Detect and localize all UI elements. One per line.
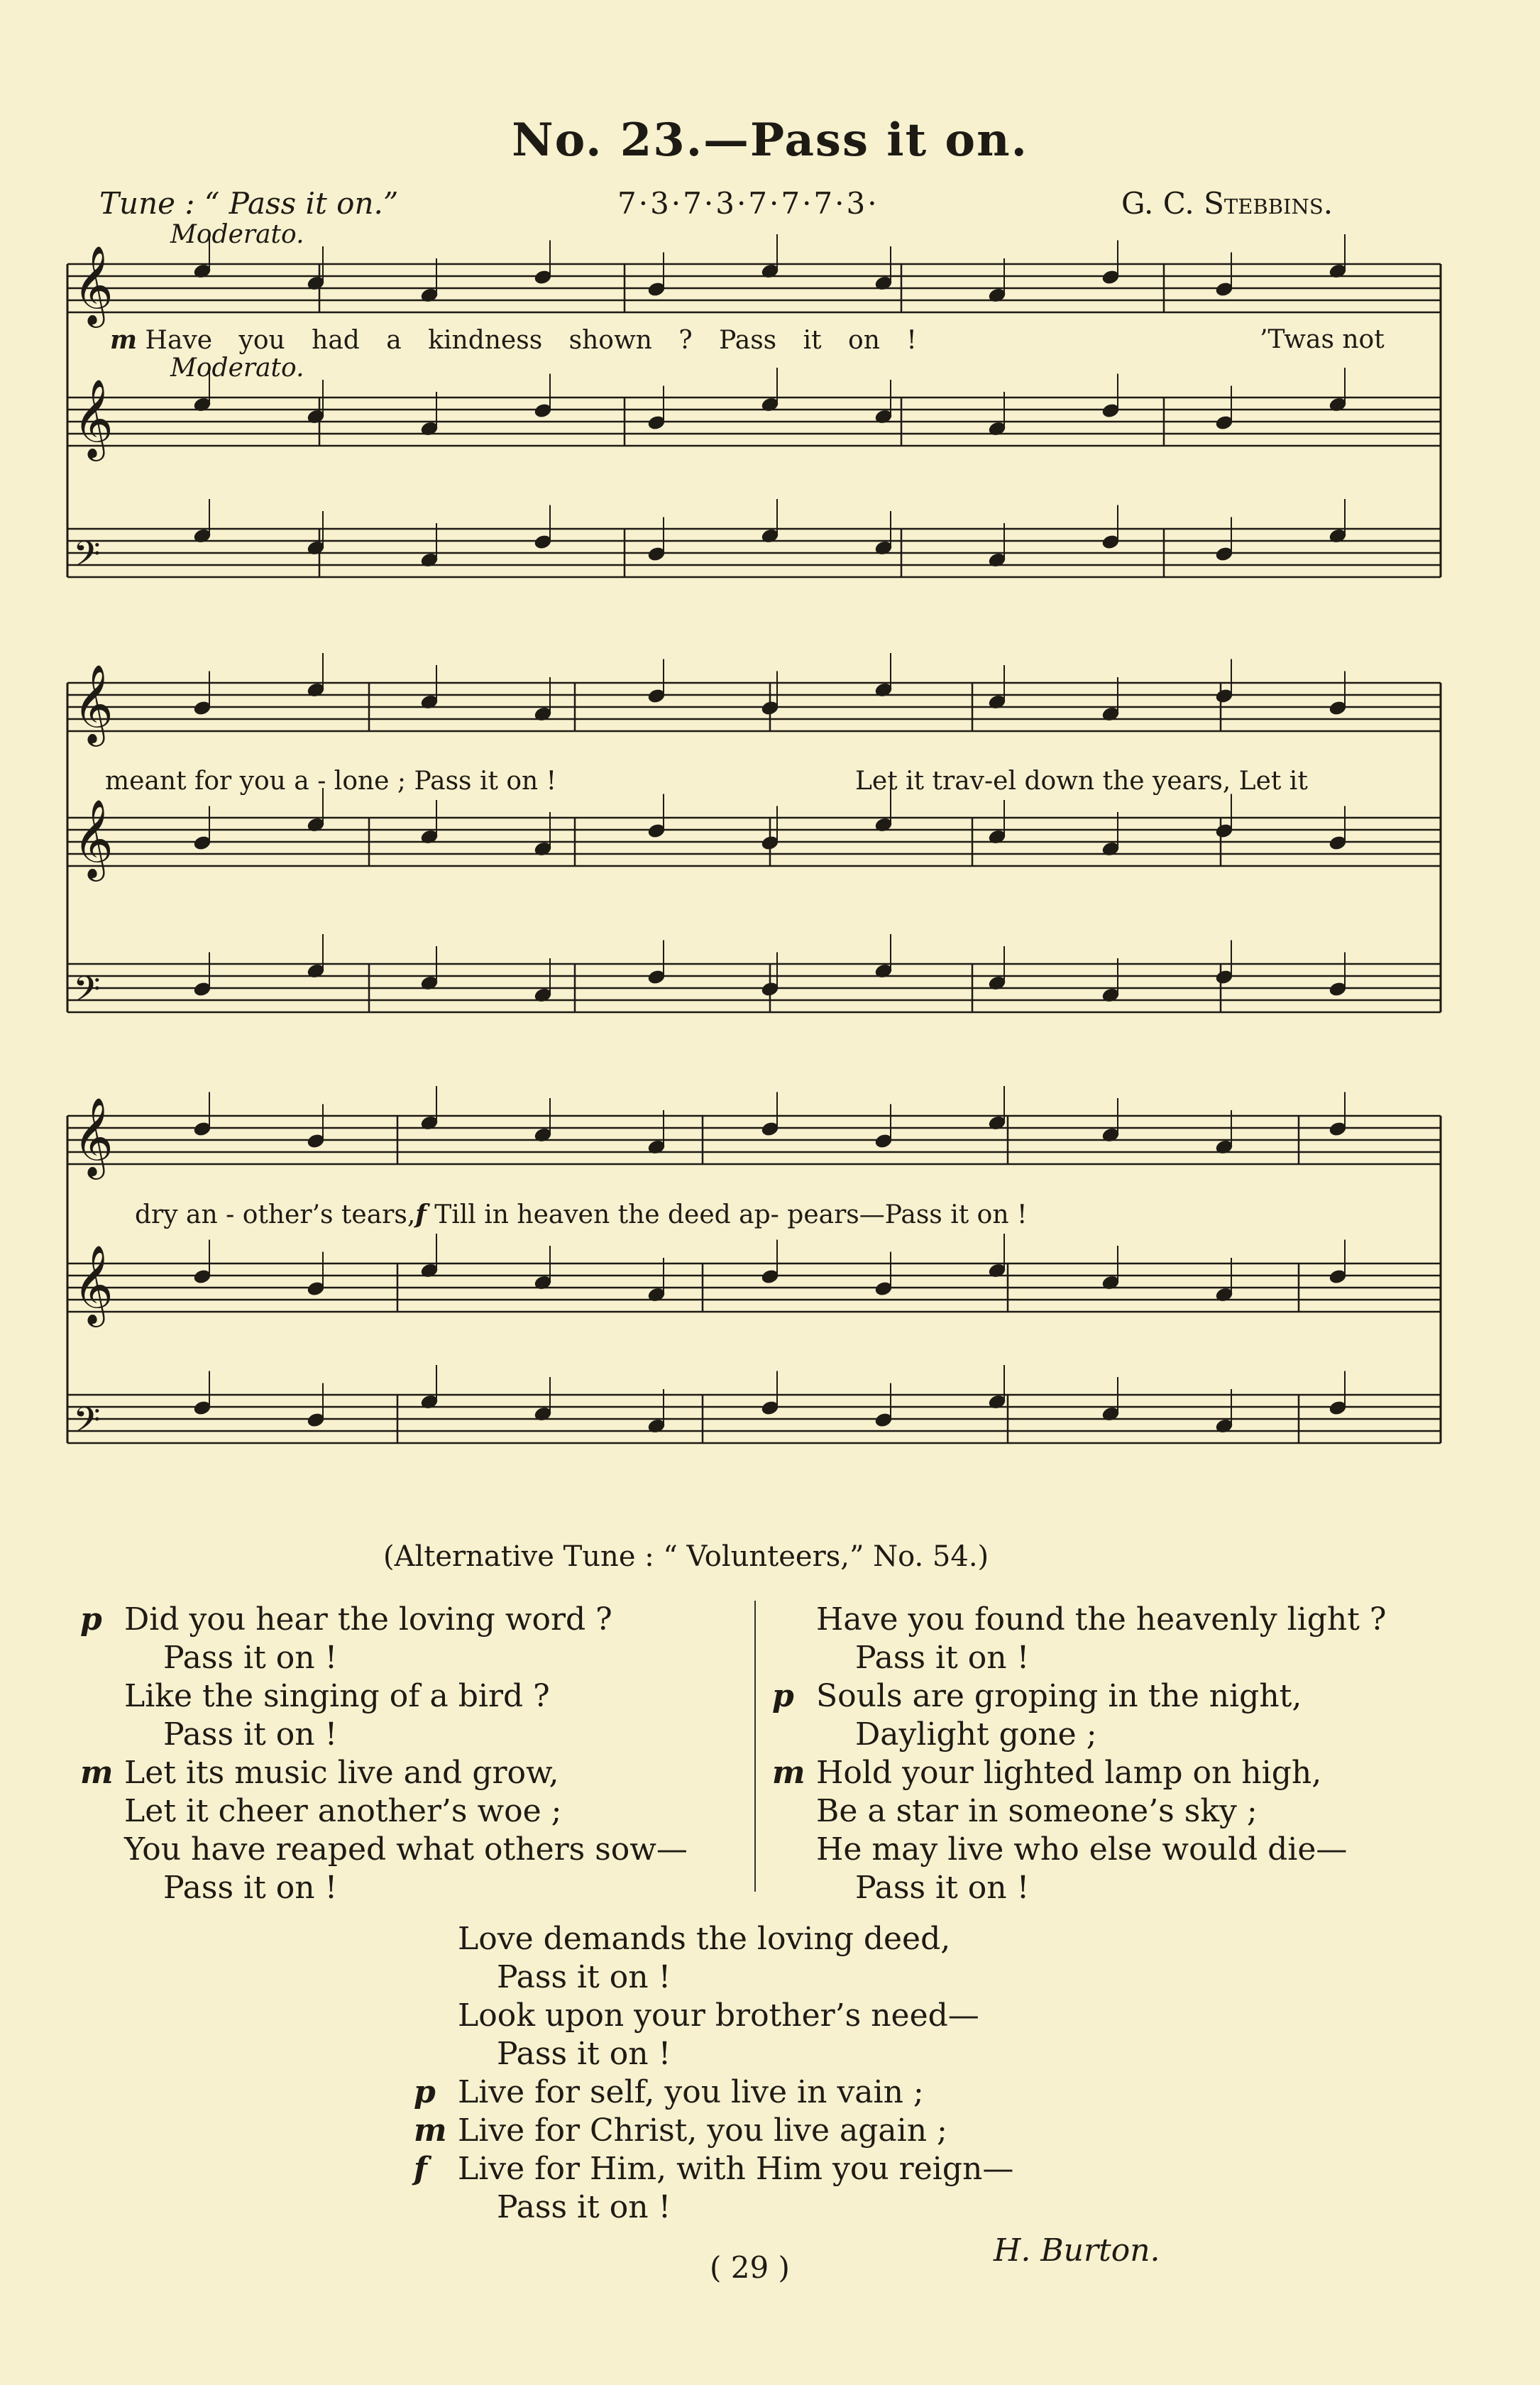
verse-line [816, 1831, 1386, 1869]
dynamic-mark: m [80, 1755, 114, 1791]
verse-text: Live for self, you live in vain ; [458, 2074, 924, 2110]
verse-line [124, 1831, 688, 1869]
svg-text:𝄢: 𝄢 [73, 534, 101, 583]
lyrics-text: Have you had a kindness shown ? Pass it on ! [145, 326, 917, 355]
verse-line [458, 1920, 1013, 1958]
hymn-title: No. 23.—Pass it on. [512, 114, 1028, 167]
author: H. Burton. [994, 2232, 1160, 2269]
verse-line [458, 2035, 1013, 2073]
verse-text: Like the singing of a bird ? [124, 1678, 550, 1714]
verse-text: Pass it on ! [497, 2036, 671, 2072]
dynamic-mark: f [414, 2151, 427, 2187]
verse-text: Love demands the loving deed, [458, 1921, 951, 1957]
verse-text: Pass it on ! [497, 1959, 671, 1995]
svg-text:𝄞: 𝄞 [73, 378, 114, 458]
lyrics-line-3 [135, 1200, 1027, 1229]
verse-line [124, 1639, 688, 1677]
verse-text: Pass it on ! [163, 1870, 338, 1906]
verse-text: Pass it on ! [497, 2189, 671, 2225]
verse-text: Have you found the heavenly light ? [816, 1601, 1387, 1638]
verse-text: Live for Christ, you live again ; [458, 2112, 947, 2149]
verse-text: Pass it on ! [163, 1640, 338, 1676]
tempo-marking-piano: Moderato. [170, 353, 304, 383]
dynamic-mark: f [415, 1200, 427, 1229]
tempo-marking: Moderato. [170, 220, 304, 249]
verse-text: Be a star in someone’s sky ; [816, 1793, 1258, 1829]
lyrics-line-1-end: ’Twas not [1260, 325, 1385, 354]
verse-line [124, 1677, 688, 1716]
verse-right [772, 1601, 1387, 1907]
verse-line [80, 1754, 688, 1792]
verse-bottom [414, 1920, 1014, 2227]
verse-line [458, 1997, 1013, 2035]
verse-left [80, 1601, 688, 1907]
verse-line [458, 1958, 1013, 1997]
composer: G. C. Stebbins. [1121, 186, 1333, 221]
verse-line [816, 1869, 1386, 1907]
dynamic-mark: p [772, 1678, 794, 1714]
verse-text: He may live who else would die— [816, 1831, 1348, 1868]
lyrics-line-1 [110, 325, 917, 355]
lyrics-line-2: meant for you a - lone ; Pass it on ! [105, 767, 557, 796]
svg-text:𝄞: 𝄞 [73, 664, 114, 743]
page-number: ( 29 ) [710, 2250, 790, 2285]
verse-text: Souls are groping in the night, [816, 1678, 1302, 1714]
verse-line [414, 2112, 1013, 2150]
verse-text: You have reaped what others sow— [124, 1831, 688, 1868]
meter: 7·3·7·3·7·7·7·3· [617, 186, 879, 221]
verse-line [458, 2188, 1013, 2227]
svg-text:𝄢: 𝄢 [73, 969, 101, 1019]
verse-line [816, 1601, 1386, 1639]
verse-line [414, 2073, 1013, 2112]
dynamic-mark: p [80, 1601, 102, 1638]
alternative-tune: (Alternative Tune : “ Volunteers,” No. 54.) [383, 1540, 989, 1573]
dynamic-mark: m [772, 1755, 805, 1791]
verse-line [124, 1792, 688, 1831]
verse-text: Hold your lighted lamp on high, [816, 1755, 1322, 1791]
verse-text: Look upon your brother’s need— [458, 1997, 979, 2034]
svg-text:𝄞: 𝄞 [73, 799, 114, 878]
svg-text:𝄞: 𝄞 [73, 245, 114, 324]
dynamic-mark: p [414, 2074, 436, 2110]
lyrics-start: dry an - other’s tears, [135, 1200, 416, 1229]
verse-text: Pass it on ! [163, 1716, 338, 1753]
verse-text: Pass it on ! [855, 1870, 1030, 1906]
verse-line [414, 2150, 1014, 2188]
verse-line [80, 1601, 688, 1639]
verse-divider [754, 1601, 756, 1892]
verse-line [816, 1639, 1386, 1677]
verse-line [816, 1716, 1386, 1754]
verse-text: Let it cheer another’s woe ; [124, 1793, 562, 1829]
verse-line [772, 1754, 1386, 1792]
svg-text:𝄢: 𝄢 [73, 1400, 101, 1449]
verse-text: Pass it on ! [855, 1640, 1030, 1676]
dynamic-mark: m [110, 325, 138, 355]
tune-label: Tune : “ Pass it on.” [99, 186, 399, 221]
verse-text: Let its music live and grow, [124, 1755, 559, 1791]
lyrics-line-2-end: Let it trav-el down the years, Let it [855, 767, 1308, 796]
verse-text: Daylight gone ; [855, 1716, 1097, 1753]
verse-line [816, 1792, 1386, 1831]
dynamic-mark: m [414, 2112, 447, 2149]
verse-line [124, 1869, 688, 1907]
lyrics-text: Till in heaven the deed ap- pears—Pass it on ! [434, 1200, 1028, 1229]
svg-text:𝄞: 𝄞 [73, 1244, 114, 1324]
verse-text: Did you hear the loving word ? [124, 1601, 612, 1638]
verse-line [772, 1677, 1386, 1716]
verse-text: Live for Him, with Him you reign— [458, 2151, 1014, 2187]
svg-text:𝄞: 𝄞 [73, 1097, 114, 1176]
verse-line [124, 1716, 688, 1754]
